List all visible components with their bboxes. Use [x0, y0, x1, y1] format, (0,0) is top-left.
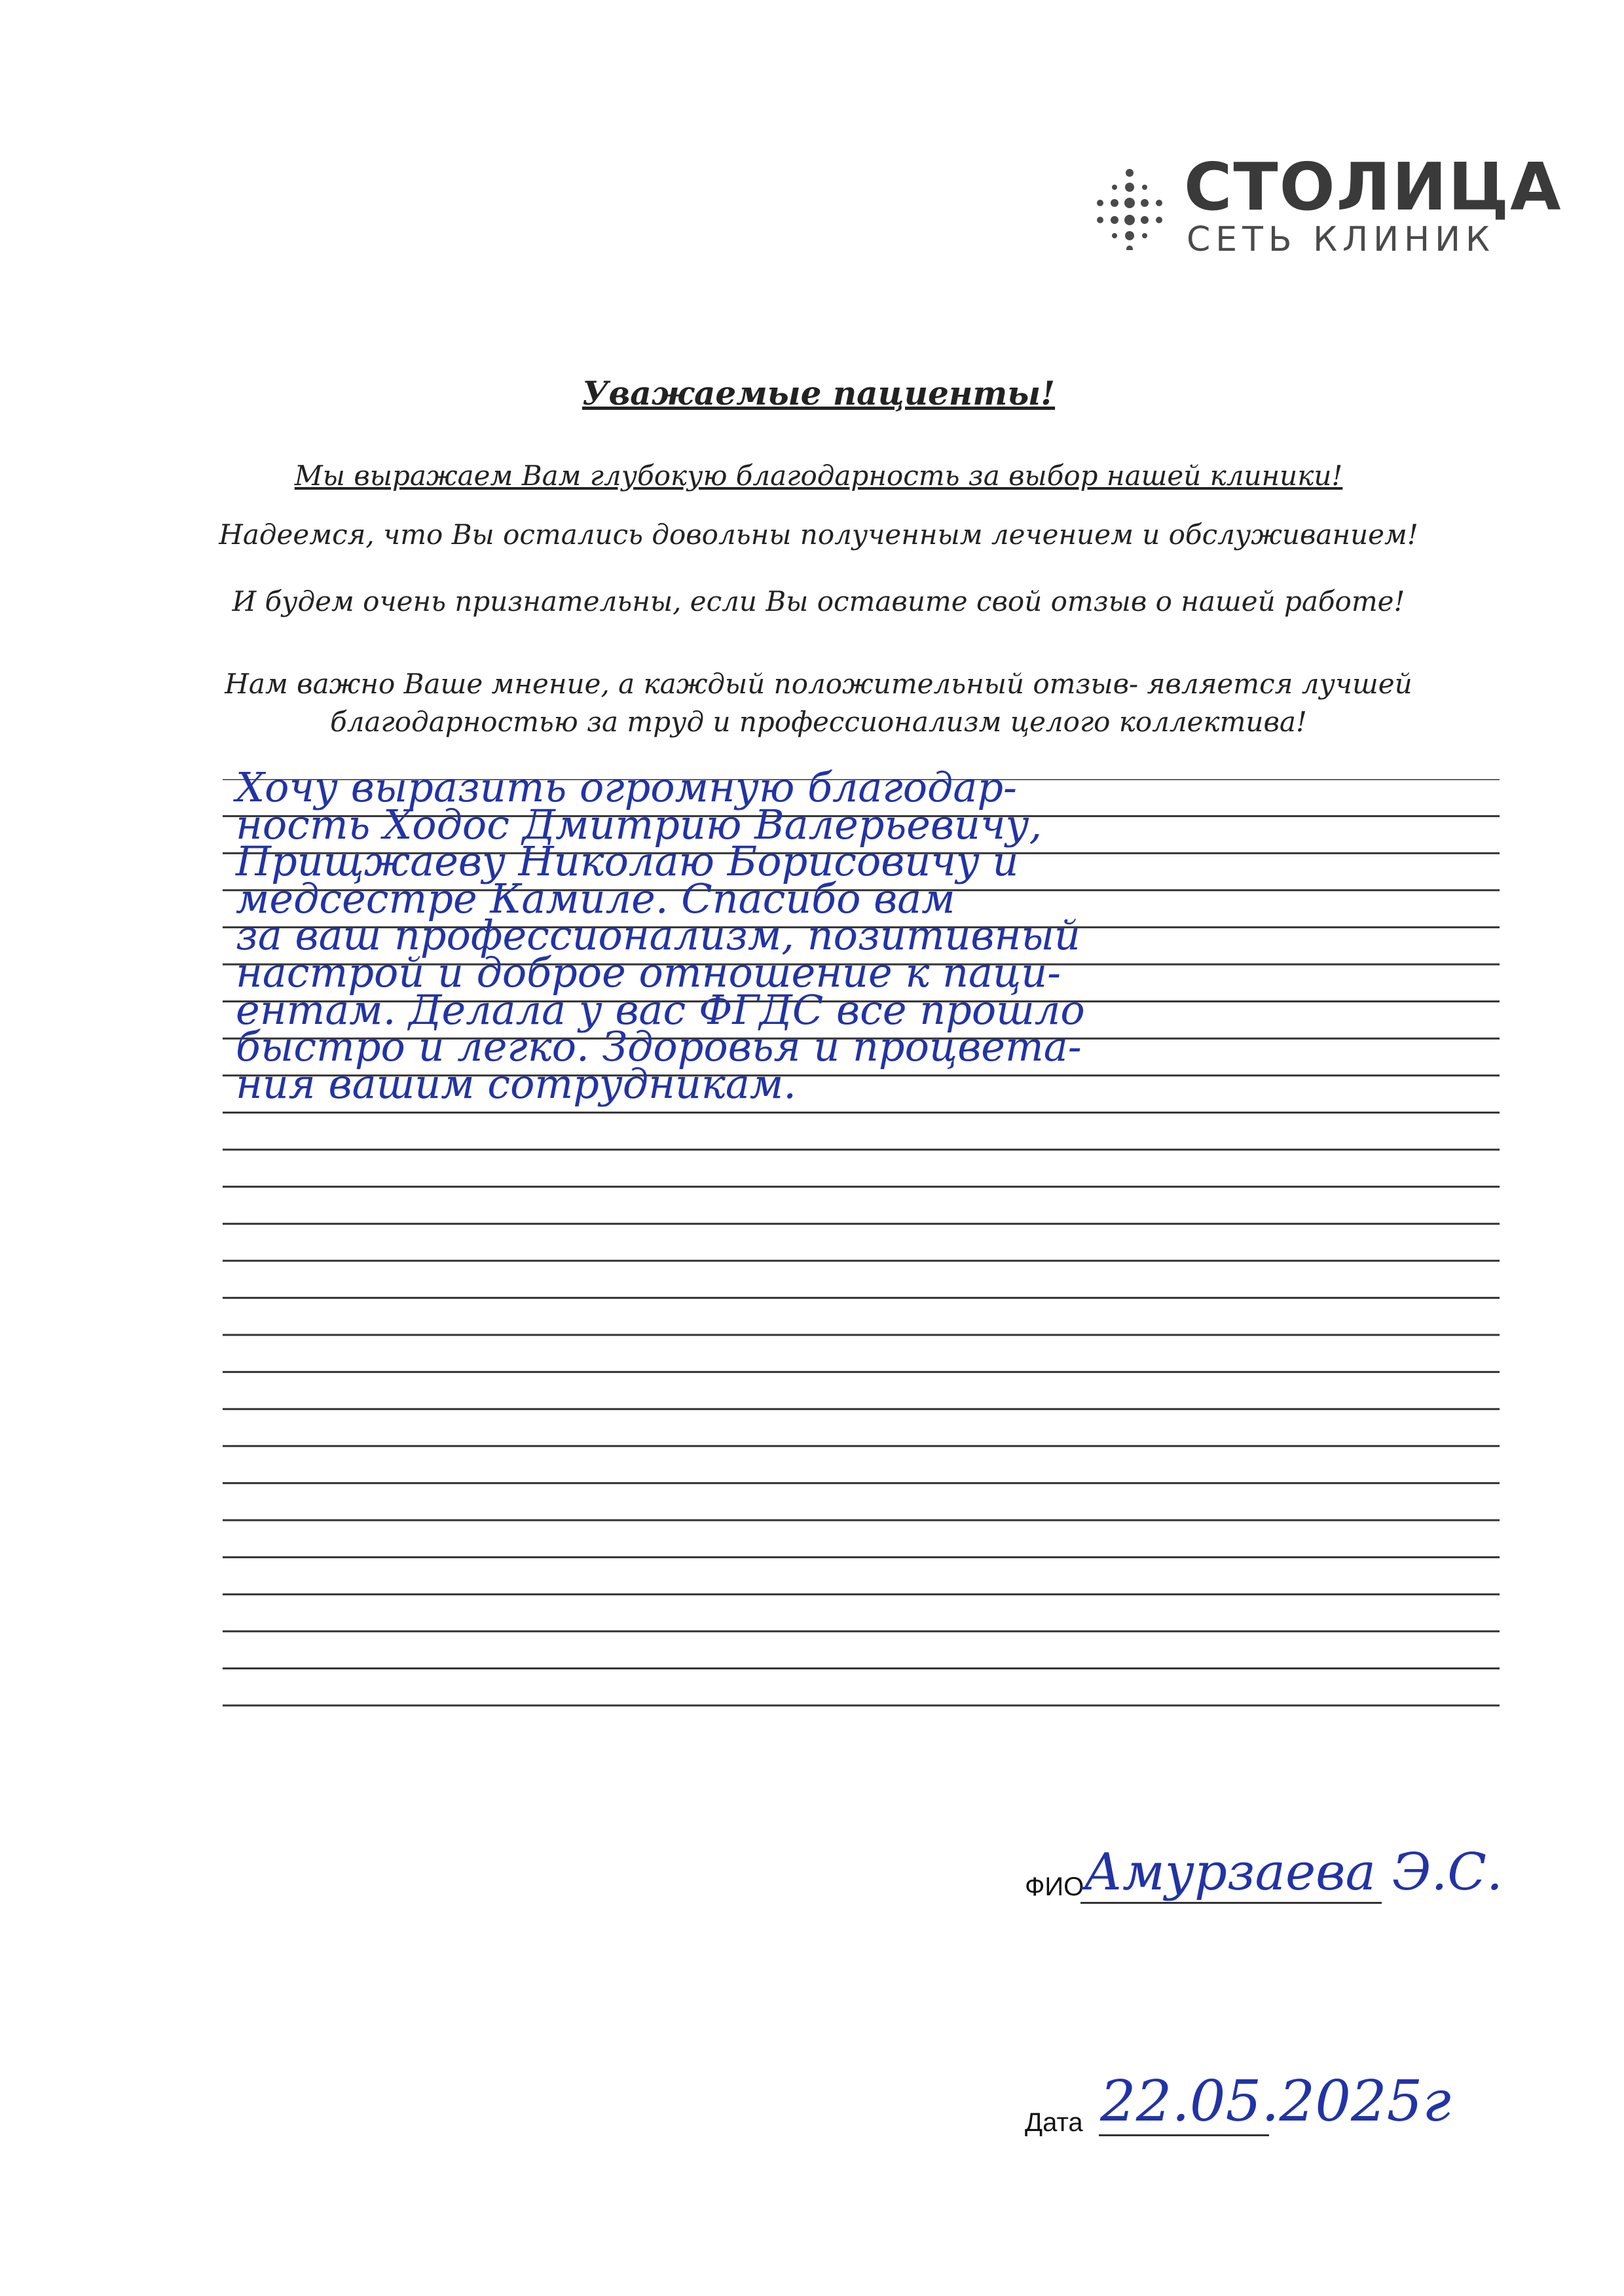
date-label: Дата [1025, 2108, 1083, 2137]
intro-line: Нам важно Ваше мнение, а каждый положительный отзыв- является лучшей [225, 668, 1412, 700]
review-line: Прищжаеву Николаю Борисовичу и [236, 837, 1019, 886]
review-text [236, 763, 1500, 1108]
fio-label: ФИО [1025, 1872, 1084, 1901]
review-line: настрой и доброе отношение к паци- [236, 948, 1061, 996]
logo-subtitle: СЕТЬ КЛИНИК [1187, 220, 1495, 259]
fio-signature: Амурзаева Э.С. [1084, 1843, 1503, 1902]
intro-line: Надеемся, что Вы остались довольны полученным лечением и обслуживанием! [219, 519, 1418, 551]
logo-dots-icon [1087, 165, 1172, 250]
intro-line: Мы выражаем Вам глубокую благодарность за выбор нашей клиники! [294, 460, 1343, 492]
form-title: Уважаемые пациенты! [581, 374, 1056, 412]
review-line: Хочу выразить огромную благодар- [236, 763, 1017, 811]
clinic-logo [1087, 149, 1562, 262]
review-line: медсестре Камиле. Спасибо вам [236, 874, 955, 922]
review-line: ентам. Делала у вас ФГДС все прошло [236, 985, 1085, 1034]
review-line: за ваш профессионализм, позитивный [236, 911, 1080, 960]
date-value: 22.05.2025г [1100, 2069, 1451, 2134]
date-underline [1099, 2134, 1269, 2136]
review-line: ность Ходос Дмитрию Валерьевичу, [236, 800, 1043, 848]
intro-line: И будем очень признательны, если Вы оставите свой отзыв о нашей работе! [232, 585, 1405, 617]
logo-name: СТОЛИЦА [1184, 149, 1562, 225]
review-line: быстро и легко. Здоровья и процвета- [236, 1023, 1082, 1071]
fio-underline [1080, 1902, 1382, 1904]
intro-line: благодарностью за труд и профессионализм целого коллектива! [330, 706, 1307, 738]
review-line: ния вашим сотрудникам. [236, 1059, 797, 1108]
